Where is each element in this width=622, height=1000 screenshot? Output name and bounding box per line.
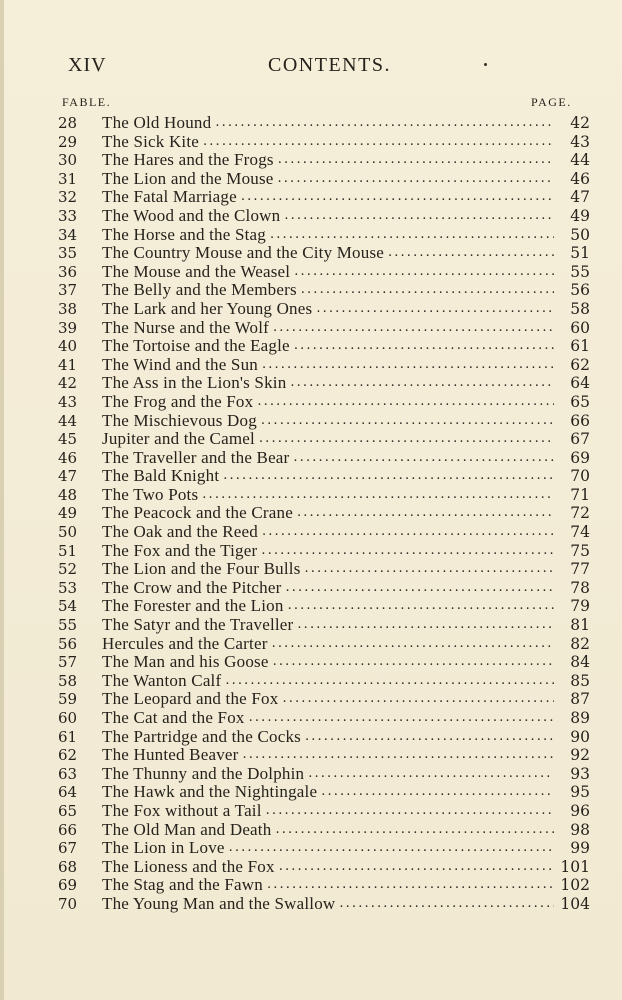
contents-entry <box>56 597 590 616</box>
page-reference: 93 <box>570 764 590 783</box>
page-reference: 42 <box>570 114 590 132</box>
contents-entry <box>56 337 590 356</box>
fable-title: The Lark and her Young Ones <box>102 298 313 318</box>
page-reference: 58 <box>570 299 590 318</box>
dot-leader <box>267 876 554 895</box>
page-reference: 82 <box>570 634 590 653</box>
fable-title: The Partridge and the Cocks <box>102 726 301 746</box>
fable-title: The Nurse and the Wolf <box>102 317 270 337</box>
dot-leader <box>321 783 554 802</box>
page-reference: 104 <box>560 894 590 913</box>
contents-entry <box>56 523 590 542</box>
page-reference: 77 <box>570 560 590 579</box>
dot-leader <box>294 263 554 282</box>
contents-entry <box>56 746 590 765</box>
fable-number: 43 <box>58 392 78 411</box>
dot-leader <box>282 690 554 709</box>
contents-entry <box>56 765 590 784</box>
fable-title: The Fox and the Tiger <box>102 540 258 560</box>
page-reference: 87 <box>570 690 590 709</box>
contents-entry <box>56 114 590 133</box>
contents-list <box>56 114 590 914</box>
dot-leader <box>262 356 554 375</box>
fable-number: 37 <box>58 281 78 300</box>
dot-leader <box>301 281 554 300</box>
fable-title: The Hares and the Frogs <box>102 150 274 170</box>
dot-leader <box>249 709 554 728</box>
fable-title: The Sick Kite <box>102 131 200 151</box>
fable-number: 69 <box>58 876 78 895</box>
page-reference: 50 <box>570 225 590 244</box>
fable-number: 66 <box>58 820 78 839</box>
fable-number: 52 <box>58 560 78 579</box>
dot-leader <box>241 188 554 207</box>
page-reference: 49 <box>570 206 590 225</box>
page-reference: 75 <box>570 541 590 560</box>
page-reference: 78 <box>570 578 590 597</box>
fable-number: 67 <box>58 839 78 858</box>
contents-entry <box>56 653 590 672</box>
page-reference: 56 <box>570 281 590 300</box>
fable-number: 31 <box>58 169 78 188</box>
dot-leader <box>316 300 554 319</box>
fable-number: 41 <box>58 355 78 374</box>
fable-title: The Old Hound <box>102 113 212 132</box>
page-reference: 66 <box>570 411 590 430</box>
fable-number: 64 <box>58 783 78 802</box>
contents-entry <box>56 449 590 468</box>
fable-title: The Peacock and the Crane <box>102 503 293 523</box>
fable-title: The Old Man and Death <box>102 819 272 839</box>
contents-entry <box>56 151 590 170</box>
fable-number: 50 <box>58 523 78 542</box>
fable-number: 54 <box>58 597 78 616</box>
fable-title: The Mouse and the Weasel <box>102 261 291 281</box>
contents-entry <box>56 616 590 635</box>
page-reference: 99 <box>570 839 590 858</box>
fable-title: The Forester and the Lion <box>102 596 284 616</box>
page-reference: 95 <box>570 783 590 802</box>
page-reference: 64 <box>570 374 590 393</box>
contents-entry <box>56 281 590 300</box>
fable-number: 39 <box>58 318 78 337</box>
running-title: CONTENTS. <box>268 54 391 76</box>
fable-number: 68 <box>58 857 78 876</box>
fable-title: The Thunny and the Dolphin <box>102 763 305 783</box>
fable-title: The Mischievous Dog <box>102 410 257 430</box>
fable-title: The Two Pots <box>102 484 199 504</box>
fable-title: The Satyr and the Traveller <box>102 615 294 635</box>
dot-leader <box>285 579 554 598</box>
page-reference: 61 <box>570 337 590 356</box>
dot-leader <box>305 728 554 747</box>
dot-leader <box>223 467 554 486</box>
fable-title: The Wood and the Clown <box>102 205 281 225</box>
page-header <box>0 52 622 82</box>
fable-title: The Oak and the Reed <box>102 522 258 542</box>
page-reference: 74 <box>570 523 590 542</box>
page-reference: 71 <box>570 485 590 504</box>
page-number: XIV <box>68 54 107 76</box>
contents-entry <box>56 802 590 821</box>
contents-entry <box>56 783 590 802</box>
dot-leader <box>288 597 554 616</box>
page-reference: 43 <box>570 132 590 151</box>
contents-entry <box>56 486 590 505</box>
page-edge <box>0 0 4 1000</box>
fable-number: 65 <box>58 801 78 820</box>
dot-leader <box>202 486 554 505</box>
dot-leader <box>261 412 554 431</box>
contents-entry <box>56 319 590 338</box>
contents-entry <box>56 839 590 858</box>
fable-title: The Frog and the Fox <box>102 391 254 411</box>
page-reference: 90 <box>570 727 590 746</box>
contents-entry <box>56 672 590 691</box>
fable-title: The Lion and the Mouse <box>102 168 274 188</box>
fable-number: 70 <box>58 894 78 913</box>
page-reference: 47 <box>570 188 590 207</box>
fable-title: The Lion and the Four Bulls <box>102 559 301 579</box>
fable-title: The Tortoise and the Eagle <box>102 336 290 356</box>
fable-title: The Cat and the Fox <box>102 708 245 727</box>
contents-entry <box>56 895 590 914</box>
dot-leader <box>278 170 554 189</box>
dot-leader <box>270 226 554 245</box>
dot-leader <box>278 151 554 170</box>
fable-number: 30 <box>58 151 78 170</box>
page-reference: 70 <box>570 467 590 486</box>
page-reference: 98 <box>570 820 590 839</box>
fable-title: The Belly and the Members <box>102 280 297 300</box>
fable-title: The Stag and the Fawn <box>102 875 263 895</box>
page-reference: 72 <box>570 504 590 523</box>
dot-leader <box>279 858 554 877</box>
dot-leader <box>284 207 554 226</box>
fable-number: 40 <box>58 337 78 356</box>
fable-number: 47 <box>58 467 78 486</box>
fable-number: 63 <box>58 764 78 783</box>
contents-entry <box>56 728 590 747</box>
fable-title: The Wind and the Sun <box>102 354 258 374</box>
fable-number: 61 <box>58 727 78 746</box>
fable-number: 55 <box>58 616 78 635</box>
fable-title: The Traveller and the Bear <box>102 447 290 467</box>
fable-number: 33 <box>58 206 78 225</box>
fable-number: 59 <box>58 690 78 709</box>
fable-number: 42 <box>58 374 78 393</box>
fable-number: 45 <box>58 430 78 449</box>
contents-entry <box>56 690 590 709</box>
dot-leader <box>290 374 554 393</box>
fable-number: 49 <box>58 504 78 523</box>
fable-number: 58 <box>58 671 78 690</box>
page-reference: 69 <box>570 448 590 467</box>
contents-entry <box>56 263 590 282</box>
fable-title: The Bald Knight <box>102 466 220 486</box>
fable-number: 53 <box>58 578 78 597</box>
fable-number: 38 <box>58 299 78 318</box>
page-reference: 67 <box>570 430 590 449</box>
contents-entry <box>56 300 590 319</box>
dot-leader <box>266 802 554 821</box>
fable-title: The Country Mouse and the City Mouse <box>102 243 385 263</box>
page-reference: 85 <box>570 671 590 690</box>
fable-number: 62 <box>58 746 78 765</box>
dot-leader <box>225 672 554 691</box>
contents-entry <box>56 504 590 523</box>
fable-title: Jupiter and the Camel <box>102 429 255 449</box>
contents-entry <box>56 244 590 263</box>
page-reference: 60 <box>570 318 590 337</box>
fable-number: 28 <box>58 114 78 132</box>
contents-entry <box>56 226 590 245</box>
dot-leader <box>257 393 554 412</box>
fable-number: 32 <box>58 188 78 207</box>
fable-title: The Lion in Love <box>102 838 225 858</box>
contents-entry <box>56 876 590 895</box>
page-reference: 46 <box>570 169 590 188</box>
fable-title: The Crow and the Pitcher <box>102 577 282 597</box>
fable-title: The Leopard and the Fox <box>102 689 279 709</box>
dot-leader <box>294 337 554 356</box>
fable-number: 46 <box>58 448 78 467</box>
contents-entry <box>56 133 590 152</box>
page-reference: 65 <box>570 392 590 411</box>
page-reference: 51 <box>570 244 590 263</box>
page-reference: 92 <box>570 746 590 765</box>
page-reference: 62 <box>570 355 590 374</box>
contents-entry <box>56 207 590 226</box>
fable-number: 34 <box>58 225 78 244</box>
dot-leader <box>297 616 554 635</box>
fable-title: The Lioness and the Fox <box>102 856 275 876</box>
fable-title: The Hunted Beaver <box>102 745 239 765</box>
fable-title: The Fatal Marriage <box>102 187 237 207</box>
contents-entry <box>56 188 590 207</box>
contents-entry <box>56 542 590 561</box>
fable-title: The Fox without a Tail <box>102 800 262 820</box>
fable-number: 57 <box>58 653 78 672</box>
fable-title: The Young Man and the Swallow <box>102 893 336 913</box>
contents-entry <box>56 560 590 579</box>
fable-title: Hercules and the Carter <box>102 633 268 653</box>
dot-leader <box>262 523 554 542</box>
page-reference: 44 <box>570 151 590 170</box>
dot-leader <box>339 895 554 914</box>
fable-title: The Ass in the Lion's Skin <box>102 373 287 393</box>
fable-number: 35 <box>58 244 78 263</box>
contents-entry <box>56 170 590 189</box>
dot-leader <box>243 746 554 765</box>
contents-entry <box>56 858 590 877</box>
contents-entry <box>56 412 590 431</box>
dot-leader <box>273 319 554 338</box>
dot-leader <box>305 560 554 579</box>
print-speck <box>484 63 487 66</box>
dot-leader <box>308 765 554 784</box>
contents-entry <box>56 430 590 449</box>
contents-entry <box>56 356 590 375</box>
contents-entry <box>56 374 590 393</box>
dot-leader <box>275 821 554 840</box>
dot-leader <box>297 504 554 523</box>
fable-title: The Horse and the Stag <box>102 224 266 244</box>
fable-number: 44 <box>58 411 78 430</box>
contents-entry <box>56 467 590 486</box>
dot-leader <box>259 430 554 449</box>
dot-leader <box>272 635 554 654</box>
fable-title: The Man and his Goose <box>102 652 269 672</box>
column-heading-page: PAGE. <box>531 95 572 109</box>
dot-leader <box>229 839 554 858</box>
page-reference: 89 <box>570 709 590 727</box>
page-reference: 84 <box>570 653 590 672</box>
fable-title: The Hawk and the Nightingale <box>102 782 318 802</box>
fable-number: 36 <box>58 262 78 281</box>
contents-entry <box>56 821 590 840</box>
page-reference: 102 <box>560 876 590 895</box>
contents-entry <box>56 709 590 728</box>
column-heading-fable: FABLE. <box>62 95 112 109</box>
contents-entry <box>56 393 590 412</box>
fable-number: 51 <box>58 541 78 560</box>
fable-number: 29 <box>58 132 78 151</box>
page-reference: 96 <box>570 801 590 820</box>
dot-leader <box>203 133 554 152</box>
fable-title: The Wanton Calf <box>102 670 222 690</box>
dot-leader <box>215 114 554 133</box>
page-reference: 81 <box>570 616 590 635</box>
dot-leader <box>261 542 554 561</box>
fable-number: 60 <box>58 709 78 727</box>
contents-entry <box>56 579 590 598</box>
page-reference: 55 <box>570 262 590 281</box>
page-reference: 101 <box>560 857 590 876</box>
dot-leader <box>273 653 554 672</box>
fable-number: 48 <box>58 485 78 504</box>
page-reference: 79 <box>570 597 590 616</box>
dot-leader <box>388 244 554 263</box>
fable-number: 56 <box>58 634 78 653</box>
contents-entry <box>56 635 590 654</box>
dot-leader <box>293 449 554 468</box>
